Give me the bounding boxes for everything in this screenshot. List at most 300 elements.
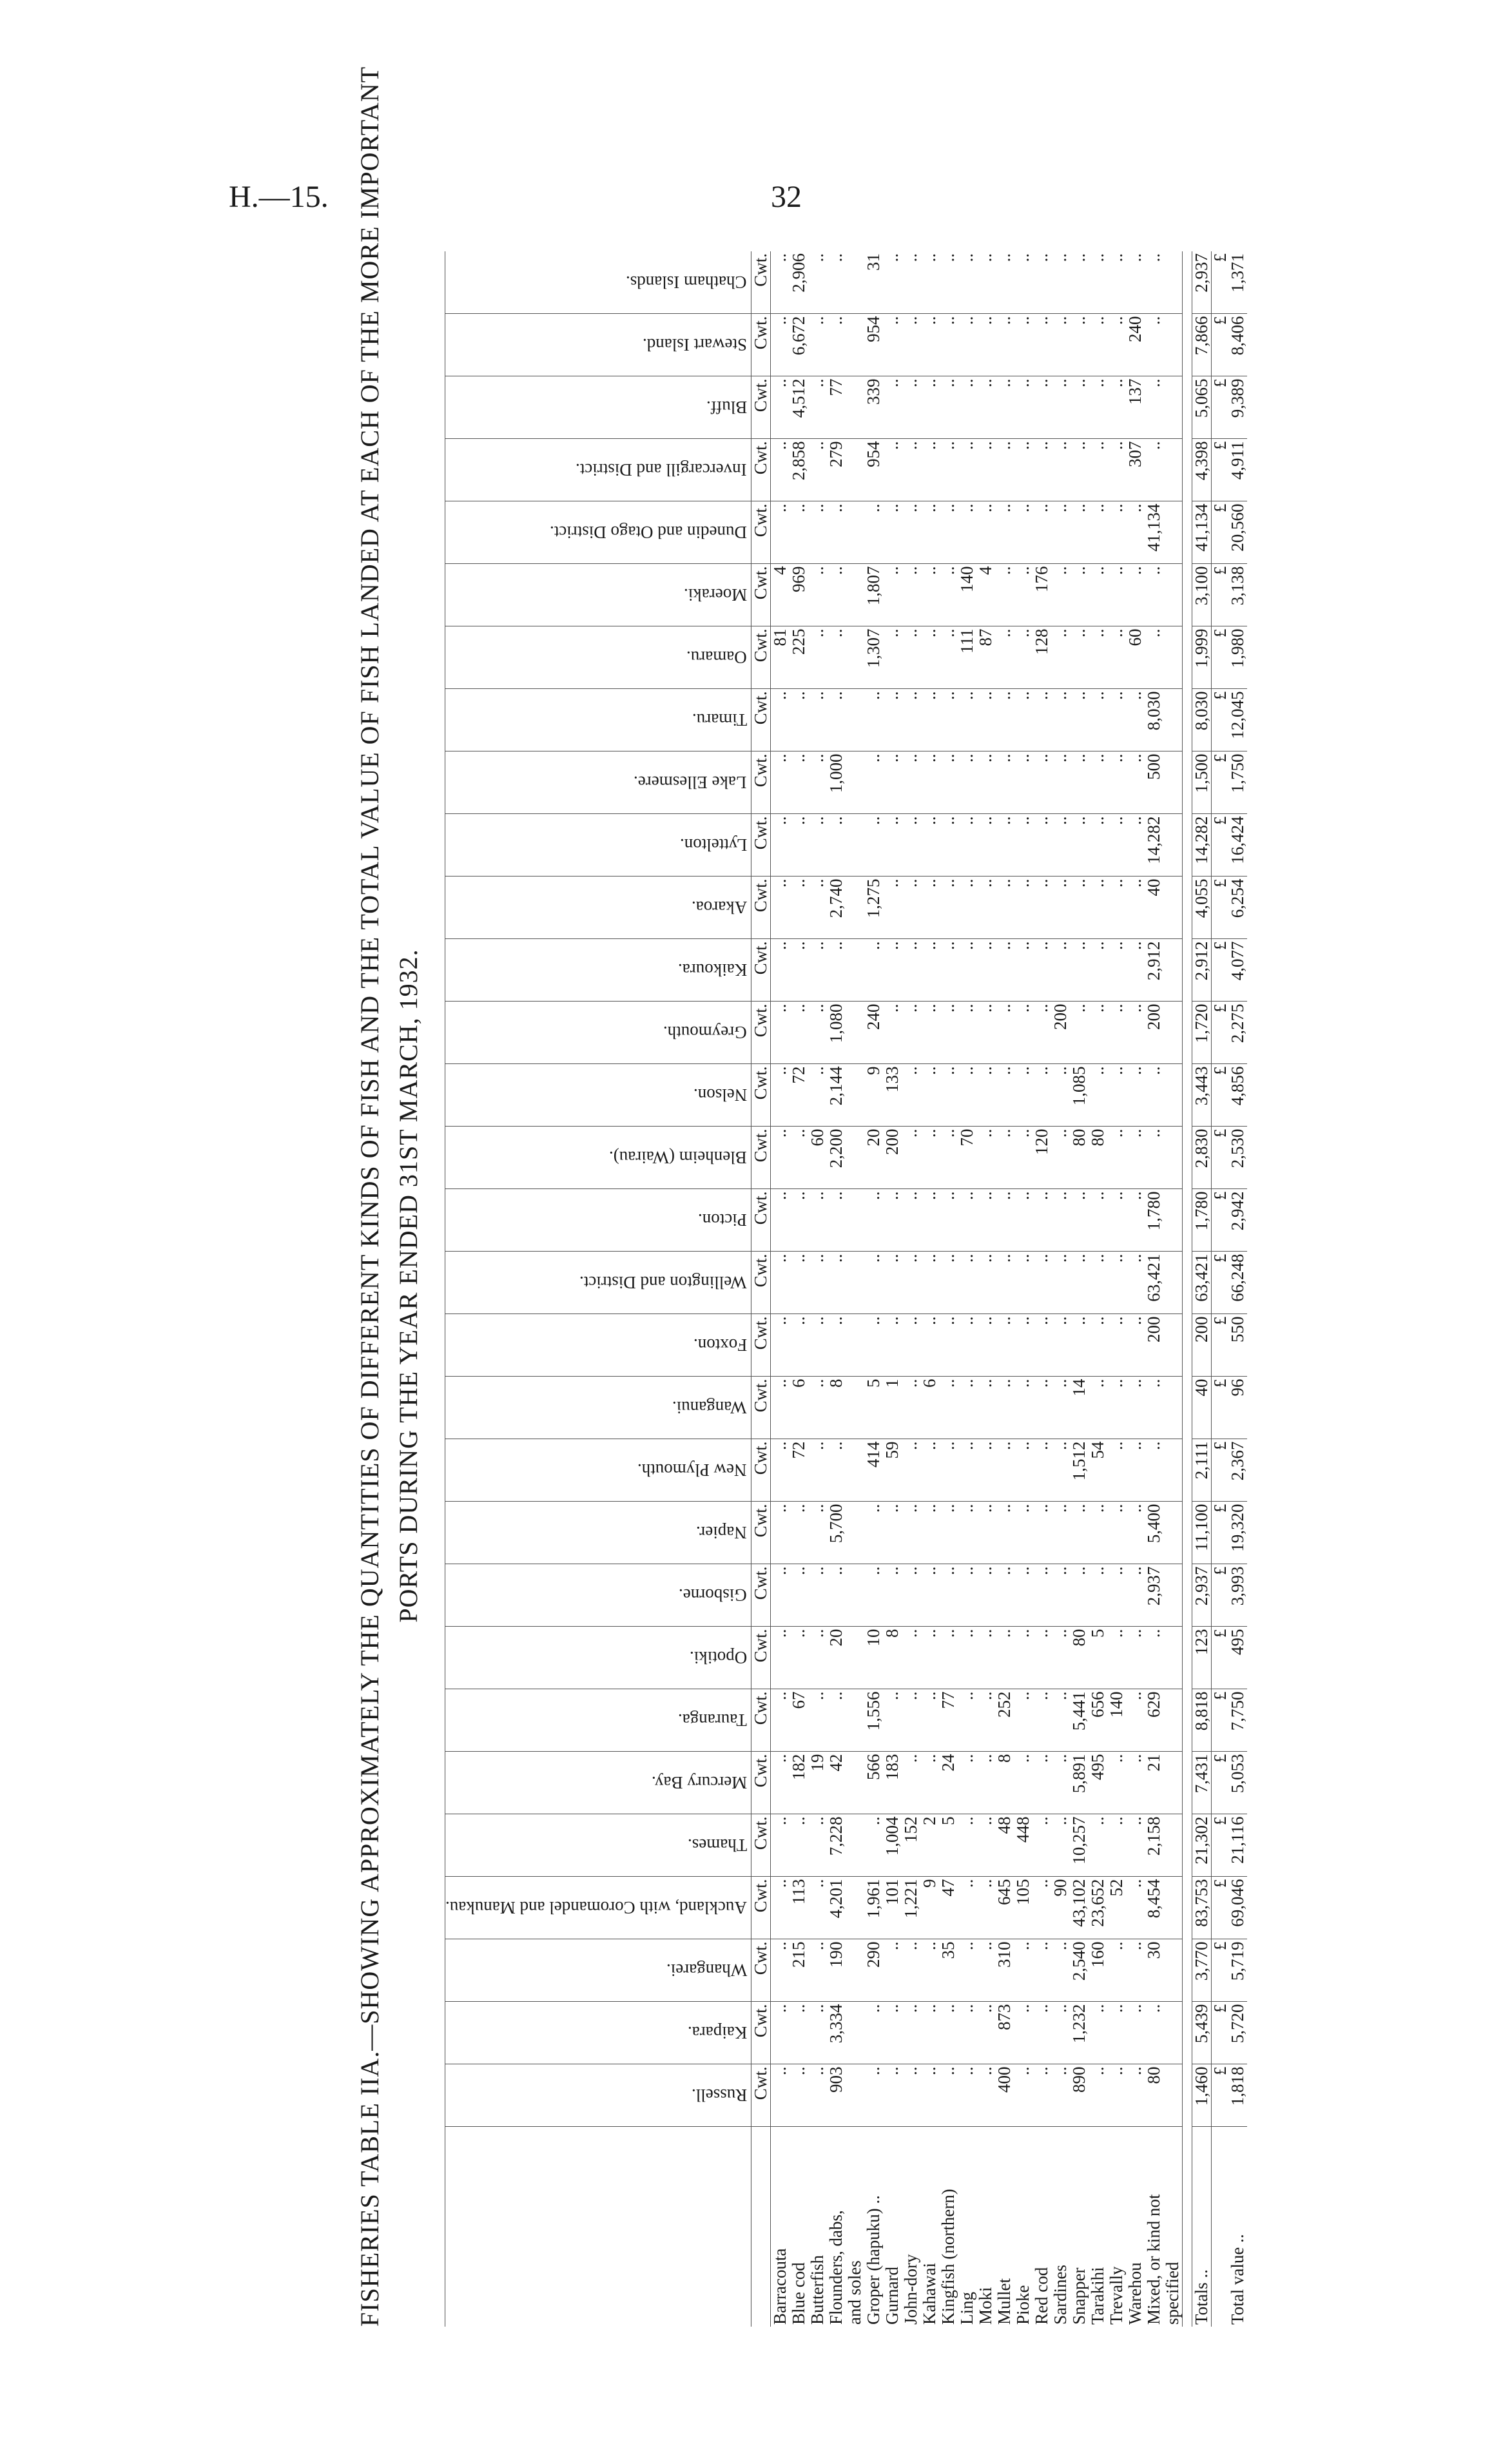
- data-cell: ..: [1051, 1689, 1070, 1752]
- data-cell: ..: [920, 689, 939, 751]
- data-cell: [846, 1939, 864, 2002]
- data-cell: ..: [770, 376, 790, 439]
- data-cell: [1163, 1814, 1183, 1877]
- data-cell: 400: [995, 2064, 1014, 2127]
- data-cell: ..: [939, 1189, 958, 1252]
- data-cell: ..: [1145, 564, 1163, 626]
- data-cell: [846, 251, 864, 314]
- data-cell: [1163, 939, 1183, 1002]
- data-cell: 81: [770, 626, 790, 689]
- data-cell: ..: [864, 689, 883, 751]
- data-cell: ..: [1051, 626, 1070, 689]
- data-cell: 200: [1145, 1314, 1163, 1377]
- data-cell: ..: [808, 1502, 827, 1564]
- data-cell: ..: [920, 1564, 939, 1627]
- data-cell: 954: [864, 314, 883, 376]
- data-cell: ..: [1032, 1064, 1051, 1127]
- data-cell: ..: [920, 1189, 939, 1252]
- data-cell: ..: [1070, 1189, 1089, 1252]
- port-header: [445, 1502, 751, 1564]
- data-cell: ..: [1126, 251, 1145, 314]
- data-cell: ..: [1089, 314, 1107, 376]
- data-cell: 200: [1051, 1002, 1070, 1064]
- value-cell: 12,045: [1228, 689, 1247, 751]
- data-cell: [846, 1314, 864, 1377]
- data-cell: ..: [1145, 1627, 1163, 1689]
- data-cell: ..: [1089, 2064, 1107, 2127]
- data-cell: ..: [827, 1314, 846, 1377]
- row-label: Barracouta: [770, 2248, 790, 2325]
- port-name: Timaru.: [692, 710, 747, 730]
- data-cell: ..: [1032, 376, 1051, 439]
- table-row: [770, 251, 790, 2327]
- currency-cell: £: [1211, 439, 1228, 501]
- data-cell: 5,891: [1070, 1752, 1089, 1814]
- data-cell: ..: [920, 1252, 939, 1314]
- data-cell: ..: [1145, 376, 1163, 439]
- currency-cell: £: [1211, 1439, 1228, 1502]
- data-cell: ..: [976, 877, 995, 939]
- data-cell: ..: [1032, 877, 1051, 939]
- data-cell: 72: [790, 1439, 808, 1502]
- data-cell: ..: [1051, 314, 1070, 376]
- data-cell: 279: [827, 439, 846, 501]
- data-cell: ..: [808, 1314, 827, 1377]
- table-body: [751, 251, 1247, 2327]
- data-cell: ..: [1126, 1689, 1145, 1752]
- data-cell: ..: [1107, 2002, 1126, 2064]
- data-cell: ..: [864, 501, 883, 564]
- table-row: [864, 251, 883, 2327]
- data-cell: ..: [1070, 1002, 1089, 1064]
- row-label: Moki: [975, 2287, 995, 2325]
- data-cell: ..: [902, 1377, 920, 1439]
- data-cell: [846, 1189, 864, 1252]
- port-header: [445, 251, 751, 314]
- data-cell: ..: [808, 877, 827, 939]
- data-cell: ..: [1051, 1439, 1070, 1502]
- data-cell: 152: [902, 1814, 920, 1877]
- data-cell: ..: [808, 2002, 827, 2064]
- data-cell: ..: [902, 564, 920, 626]
- data-cell: ..: [995, 501, 1014, 564]
- data-cell: 500: [1145, 751, 1163, 814]
- data-cell: 10,257: [1070, 1814, 1089, 1877]
- data-cell: ..: [808, 1564, 827, 1627]
- currency-cell: £: [1211, 2064, 1228, 2127]
- data-cell: 1,232: [1070, 2002, 1089, 2064]
- data-cell: ..: [920, 1002, 939, 1064]
- data-cell: ..: [770, 1627, 790, 1689]
- data-cell: ..: [1107, 1002, 1126, 1064]
- data-cell: ..: [976, 1627, 995, 1689]
- data-cell: ..: [808, 564, 827, 626]
- data-cell: 6,672: [790, 314, 808, 376]
- data-cell: ..: [1089, 689, 1107, 751]
- data-cell: [846, 751, 864, 814]
- data-cell: ..: [920, 439, 939, 501]
- data-cell: [1163, 689, 1183, 751]
- data-cell: 4: [770, 564, 790, 626]
- data-cell: ..: [1032, 939, 1051, 1002]
- data-cell: ..: [1070, 689, 1089, 751]
- data-cell: 60: [1126, 626, 1145, 689]
- data-cell: [846, 1002, 864, 1064]
- data-cell: ..: [1107, 1939, 1126, 2002]
- port-name: Invercargill and District.: [576, 460, 747, 480]
- total-cell: 21,302: [1192, 1814, 1211, 1877]
- data-cell: ..: [995, 1439, 1014, 1502]
- data-cell: ..: [1145, 1439, 1163, 1502]
- data-cell: ..: [995, 1252, 1014, 1314]
- data-cell: ..: [1032, 751, 1051, 814]
- data-cell: ..: [1014, 376, 1032, 439]
- unit-cell: Cwt.: [751, 1752, 770, 1814]
- unit-cell: Cwt.: [751, 1627, 770, 1689]
- table-row: [1126, 251, 1145, 2327]
- data-cell: ..: [770, 1377, 790, 1439]
- data-cell: ..: [883, 564, 902, 626]
- data-cell: ..: [1014, 1939, 1032, 2002]
- data-cell: 47: [939, 1877, 958, 1939]
- data-cell: 21: [1145, 1752, 1163, 1814]
- data-cell: 2,858: [790, 439, 808, 501]
- data-cell: ..: [1014, 877, 1032, 939]
- data-cell: 14,282: [1145, 814, 1163, 877]
- data-cell: [1163, 1252, 1183, 1314]
- data-cell: [1163, 1002, 1183, 1064]
- row-label: Ling: [956, 2292, 976, 2325]
- data-cell: 290: [864, 1939, 883, 2002]
- data-cell: 1,512: [1070, 1439, 1089, 1502]
- value-cell: 3,993: [1228, 1564, 1247, 1627]
- value-cell: 5,719: [1228, 1939, 1247, 2002]
- data-cell: [846, 814, 864, 877]
- data-cell: ..: [902, 1689, 920, 1752]
- data-cell: [846, 1127, 864, 1189]
- currency-cell: £: [1211, 626, 1228, 689]
- data-cell: 113: [790, 1877, 808, 1939]
- port-header: [445, 2064, 751, 2127]
- data-cell: ..: [1107, 1564, 1126, 1627]
- data-cell: ..: [1014, 1127, 1032, 1189]
- total-cell: 2,830: [1192, 1127, 1211, 1189]
- data-cell: ..: [1032, 1252, 1051, 1314]
- value-cell: 8,406: [1228, 314, 1247, 376]
- data-cell: 77: [827, 376, 846, 439]
- data-cell: ..: [1089, 939, 1107, 1002]
- data-cell: ..: [920, 1689, 939, 1752]
- data-cell: ..: [920, 877, 939, 939]
- data-cell: ..: [1051, 939, 1070, 1002]
- table-row: [920, 251, 939, 2327]
- data-cell: ..: [883, 1502, 902, 1564]
- data-cell: ..: [1126, 1064, 1145, 1127]
- port-header: [445, 1314, 751, 1377]
- data-cell: ..: [1051, 564, 1070, 626]
- port-name: Kaipara.: [687, 2023, 747, 2043]
- data-cell: ..: [939, 251, 958, 314]
- data-cell: 240: [864, 1002, 883, 1064]
- data-cell: ..: [1014, 751, 1032, 814]
- data-cell: ..: [770, 939, 790, 1002]
- unit-cell: Cwt.: [751, 1814, 770, 1877]
- unit-cell: Cwt.: [751, 939, 770, 1002]
- value-cell: 495: [1228, 1627, 1247, 1689]
- data-cell: ..: [920, 314, 939, 376]
- data-cell: ..: [1107, 1127, 1126, 1189]
- data-cell: ..: [995, 1189, 1014, 1252]
- table-row: [995, 251, 1014, 2327]
- data-cell: ..: [976, 1939, 995, 2002]
- data-cell: ..: [770, 1439, 790, 1502]
- data-cell: ..: [770, 814, 790, 877]
- data-cell: ..: [883, 751, 902, 814]
- data-cell: ..: [1126, 1377, 1145, 1439]
- total-cell: 3,443: [1192, 1064, 1211, 1127]
- data-cell: ..: [1014, 939, 1032, 1002]
- data-cell: [1163, 251, 1183, 314]
- data-cell: ..: [1051, 2064, 1070, 2127]
- data-cell: ..: [1070, 1252, 1089, 1314]
- data-cell: ..: [770, 1502, 790, 1564]
- data-cell: [1163, 1877, 1183, 1939]
- data-cell: ..: [790, 751, 808, 814]
- value-cell: 550: [1228, 1314, 1247, 1377]
- data-cell: 1,085: [1070, 1064, 1089, 1127]
- data-cell: ..: [1126, 1002, 1145, 1064]
- port-name: Gisborne.: [679, 1585, 747, 1605]
- data-cell: ..: [1032, 1377, 1051, 1439]
- data-cell: ..: [958, 314, 976, 376]
- data-cell: ..: [1089, 814, 1107, 877]
- data-cell: [846, 1377, 864, 1439]
- data-cell: ..: [864, 814, 883, 877]
- data-cell: ..: [1107, 1064, 1126, 1127]
- data-cell: ..: [770, 877, 790, 939]
- data-cell: [846, 2064, 864, 2127]
- total-cell: 41,134: [1192, 501, 1211, 564]
- data-cell: ..: [1014, 314, 1032, 376]
- table-row: [846, 251, 864, 2327]
- port-name: Kaikoura.: [677, 960, 747, 980]
- data-cell: ..: [1014, 1502, 1032, 1564]
- data-cell: 2,912: [1145, 939, 1163, 1002]
- data-cell: ..: [1014, 1189, 1032, 1252]
- port-header: [445, 1439, 751, 1502]
- data-cell: 105: [1014, 1877, 1032, 1939]
- data-cell: ..: [902, 751, 920, 814]
- data-cell: ..: [920, 251, 939, 314]
- data-cell: ..: [976, 1314, 995, 1377]
- data-cell: ..: [1089, 1252, 1107, 1314]
- data-cell: ..: [790, 1127, 808, 1189]
- data-cell: ..: [808, 751, 827, 814]
- data-cell: [1163, 1939, 1183, 2002]
- data-cell: ..: [939, 1252, 958, 1314]
- data-cell: 2,906: [790, 251, 808, 314]
- data-cell: ..: [939, 751, 958, 814]
- port-name: Wanganui.: [672, 1398, 747, 1418]
- total-cell: 1,720: [1192, 1002, 1211, 1064]
- data-cell: 8: [883, 1627, 902, 1689]
- data-cell: 8: [827, 1377, 846, 1439]
- data-cell: ..: [976, 939, 995, 1002]
- value-cell: 1,818: [1228, 2064, 1247, 2127]
- data-cell: ..: [920, 564, 939, 626]
- data-cell: ..: [976, 689, 995, 751]
- data-cell: [1163, 1189, 1183, 1252]
- data-cell: ..: [1126, 1314, 1145, 1377]
- data-cell: ..: [976, 1814, 995, 1877]
- data-cell: ..: [790, 1627, 808, 1689]
- data-cell: ..: [976, 2002, 995, 2064]
- data-cell: ..: [939, 1502, 958, 1564]
- data-cell: 183: [883, 1752, 902, 1814]
- port-name: Chatham Islands.: [626, 273, 747, 293]
- total-cell: 200: [1192, 1314, 1211, 1377]
- value-cell: 6,254: [1228, 877, 1247, 939]
- data-cell: 160: [1089, 1939, 1107, 2002]
- port-name: Opotiki.: [689, 1648, 747, 1668]
- value-cell: 16,424: [1228, 814, 1247, 877]
- port-name: Napier.: [696, 1523, 747, 1543]
- port-header: [445, 439, 751, 501]
- data-cell: ..: [939, 626, 958, 689]
- data-cell: ..: [976, 1002, 995, 1064]
- data-cell: ..: [770, 1564, 790, 1627]
- data-cell: 2,740: [827, 877, 846, 939]
- data-cell: ..: [1126, 1127, 1145, 1189]
- data-cell: 890: [1070, 2064, 1089, 2127]
- currency-cell: £: [1211, 1564, 1228, 1627]
- data-cell: ..: [1051, 1377, 1070, 1439]
- unit-cell: Cwt.: [751, 501, 770, 564]
- data-cell: ..: [902, 1564, 920, 1627]
- data-cell: ..: [790, 1189, 808, 1252]
- data-cell: ..: [920, 1314, 939, 1377]
- data-cell: ..: [939, 814, 958, 877]
- port-header: [445, 939, 751, 1002]
- data-cell: ..: [1032, 1502, 1051, 1564]
- total-cell: 7,866: [1192, 314, 1211, 376]
- data-cell: ..: [976, 251, 995, 314]
- row-label: Trevally: [1106, 2266, 1126, 2325]
- port-header: [445, 1814, 751, 1877]
- data-cell: ..: [1089, 501, 1107, 564]
- data-cell: ..: [790, 877, 808, 939]
- data-cell: ..: [1107, 1189, 1126, 1252]
- data-cell: [1163, 2002, 1183, 2064]
- port-header: [445, 314, 751, 376]
- total-cell: 1,780: [1192, 1189, 1211, 1252]
- data-cell: ..: [976, 1689, 995, 1752]
- data-cell: ..: [790, 814, 808, 877]
- unit-cell: Cwt.: [751, 1689, 770, 1752]
- port-header: [445, 1627, 751, 1689]
- data-cell: [846, 1814, 864, 1877]
- data-cell: 14: [1070, 1377, 1089, 1439]
- data-cell: ..: [1032, 1814, 1051, 1877]
- data-cell: ..: [939, 1627, 958, 1689]
- data-cell: ..: [1126, 814, 1145, 877]
- data-cell: ..: [808, 1877, 827, 1939]
- data-cell: ..: [808, 1689, 827, 1752]
- data-cell: ..: [1014, 1439, 1032, 1502]
- port-name: Dunedin and Otago District.: [549, 523, 747, 543]
- data-cell: ..: [790, 1314, 808, 1377]
- data-cell: ..: [1089, 1502, 1107, 1564]
- data-cell: 80: [1145, 2064, 1163, 2127]
- data-cell: ..: [1051, 1127, 1070, 1189]
- data-cell: ..: [958, 1189, 976, 1252]
- data-cell: 656: [1089, 1689, 1107, 1752]
- data-cell: ..: [808, 1002, 827, 1064]
- port-header: [445, 501, 751, 564]
- port-name: Tauranga.: [678, 1710, 747, 1730]
- data-cell: 35: [939, 1939, 958, 2002]
- port-header: [445, 2002, 751, 2064]
- table-row: [883, 251, 902, 2327]
- currency-cell: £: [1211, 1189, 1228, 1252]
- value-cell: 4,077: [1228, 939, 1247, 1002]
- data-cell: ..: [1032, 2064, 1051, 2127]
- unit-cell: Cwt.: [751, 877, 770, 939]
- port-name: Lake Ellesmere.: [634, 773, 747, 793]
- data-cell: 63,421: [1145, 1252, 1163, 1314]
- data-cell: 969: [790, 564, 808, 626]
- data-cell: ..: [808, 1189, 827, 1252]
- value-cell: 19,320: [1228, 1502, 1247, 1564]
- port-header: [445, 1877, 751, 1939]
- data-cell: 176: [1032, 564, 1051, 626]
- data-cell: 310: [995, 1939, 1014, 2002]
- data-cell: ..: [1032, 1314, 1051, 1377]
- data-cell: [846, 564, 864, 626]
- data-cell: 215: [790, 1939, 808, 2002]
- data-cell: ..: [770, 314, 790, 376]
- data-cell: ..: [1089, 751, 1107, 814]
- data-cell: 5,441: [1070, 1689, 1089, 1752]
- currency-cell: £: [1211, 314, 1228, 376]
- data-cell: 200: [1145, 1002, 1163, 1064]
- data-cell: 1,080: [827, 1002, 846, 1064]
- data-cell: 5,700: [827, 1502, 846, 1564]
- data-cell: 8: [995, 1752, 1014, 1814]
- data-cell: ..: [864, 1502, 883, 1564]
- totals-label: Totals ..: [1192, 2127, 1211, 2327]
- unit-cell: Cwt.: [751, 626, 770, 689]
- currency-cell: £: [1211, 1627, 1228, 1689]
- data-cell: ..: [1107, 1502, 1126, 1564]
- data-cell: ..: [920, 1752, 939, 1814]
- data-cell: ..: [958, 1752, 976, 1814]
- data-cell: ..: [1089, 1002, 1107, 1064]
- data-cell: 1,221: [902, 1877, 920, 1939]
- data-cell: 225: [790, 626, 808, 689]
- data-cell: ..: [808, 1939, 827, 2002]
- value-label: Total value ..: [1227, 2234, 1247, 2325]
- data-cell: [846, 376, 864, 439]
- data-cell: 1,807: [864, 564, 883, 626]
- data-cell: ..: [1051, 1189, 1070, 1252]
- data-cell: 903: [827, 2064, 846, 2127]
- total-cell: 3,100: [1192, 564, 1211, 626]
- data-cell: ..: [790, 1814, 808, 1877]
- data-cell: ..: [770, 751, 790, 814]
- currency-cell: £: [1211, 1689, 1228, 1752]
- total-cell: 1,999: [1192, 626, 1211, 689]
